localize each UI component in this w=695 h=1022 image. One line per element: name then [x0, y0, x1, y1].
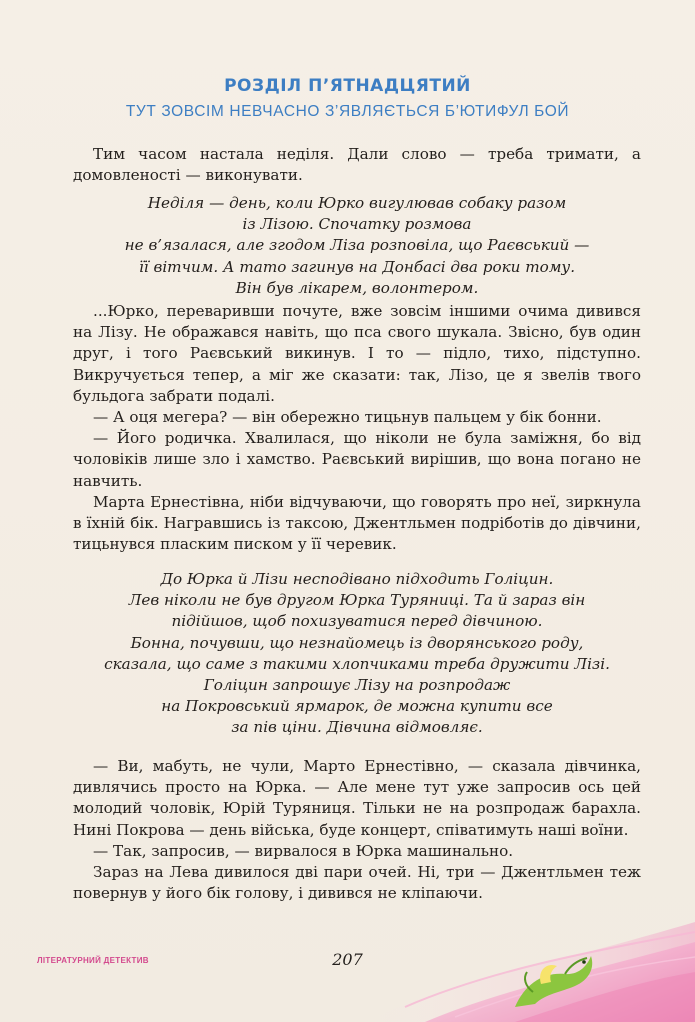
paragraph: Марта Ернестівна, ніби відчуваючи, що говорять про неї, зиркнула в їхній бік. Награвшись із таксою, Джентльмен подріботів до дівчини, тицьнувся пласким писком у її черевик. [73, 492, 641, 554]
chapter-title: РОЗДІЛ П’ЯТНАДЦЯТИЙ [224, 76, 471, 96]
paragraph: Зараз на Лева дивилося дві пари очей. Ні, три — Джентльмен теж повернув у його бік голову, і дивився не кліпаючи. [73, 863, 641, 903]
paragraph: — Його родичка. Хвалилася, що ніколи не була заміжня, бо від чоловіків лише зло і хамство. Раєвський вирішив, що вона погано не навчить. [73, 429, 641, 490]
text-section-1 [73, 144, 641, 186]
italic-line: До Юрка й Лізи несподівано підходить Голіцин. [160, 570, 554, 588]
italic-line: Неділя — день, коли Юрко вигулював собаку разом [147, 194, 567, 212]
italic-line: за пів ціни. Дівчина відмовляє. [231, 718, 483, 737]
text-section-2 [73, 301, 641, 555]
italic-line: підійшов, щоб похизуватися перед дівчиною. [171, 612, 543, 631]
italic-line: не в’язалася, але згодом Ліза розповіла, що Раєвський — [124, 236, 590, 255]
paragraph: — Ви, мабуть, не чули, Марто Ернестівно, — сказала дівчинка, дивлячись просто на Юрка. — Але мене тут уже запросив ось цей молодий чоловік, Юрій Туряниця. Тільки не на розпродаж барахла. Нині Покрова — день війська, буде концерт, співатимуть наші воїни. [73, 757, 641, 839]
italic-line: Голіцин запрошує Лізу на розпродаж [203, 676, 511, 695]
italic-line: Лев ніколи не був другом Юрка Туряниці. Та й зараз він [128, 591, 586, 610]
italic-line: її вітчим. А тато загинув на Донбасі два роки тому. [138, 257, 576, 276]
paragraph: — А оця мегера? — він обережно тицьнув пальцем у бік бонни. [93, 408, 602, 427]
paragraph: Тим часом настала неділя. Дали слово — треба тримати, а домовленості — виконувати. [73, 145, 641, 185]
italic-line: Він був лікарем, волонтером. [235, 278, 479, 297]
chapter-subtitle: ТУТ ЗОВСІМ НЕВЧАСНО З’ЯВЛЯЄТЬСЯ Б’ЮТИФУЛ БОЙ [125, 103, 570, 120]
italic-line: із Лізою. Спочатку розмова [242, 215, 472, 234]
paragraph: ...Юрко, переваривши почуте, вже зовсім іншими очима дивився на Лізу. Не ображався навіть, що пса свого шукала. Звісно, був один друг, і того Раєвський викинув. І то — підло, тихо, підступно. Викручується тепер, а міг же сказати: так, Лізо, це я звелів твого бульдога забрати подалі. [73, 302, 641, 405]
italic-summary-1 [73, 193, 641, 299]
text-section-3 [73, 756, 641, 904]
footer-label: ЛІТЕРАТУРНИЙ ДЕТЕКТИВ [37, 956, 149, 965]
italic-line: сказала, що саме з такими хлопчиками треба дружити Лізі. [104, 654, 610, 673]
page-number: 207 [332, 950, 363, 969]
italic-line: Бонна, почувши, що незнайомець із дворянського роду, [130, 633, 584, 652]
paragraph: — Так, запросив, — вирвалося в Юрка машинально. [93, 841, 514, 860]
italic-summary-2 [73, 569, 641, 739]
italic-line: на Покровський ярмарок, де можна купити все [161, 697, 553, 716]
